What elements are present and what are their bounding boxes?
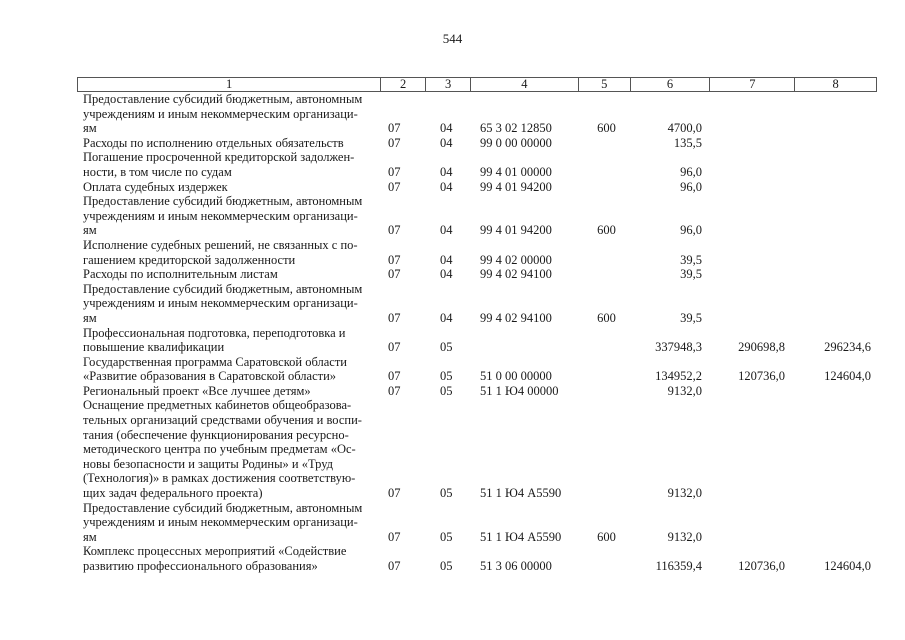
target-article-code: 65 3 02 12850 [480, 121, 552, 136]
section-code: 07 [388, 252, 401, 267]
row-description [77, 355, 380, 384]
row-description [77, 326, 380, 355]
row-description [77, 282, 380, 326]
amount-col8: 296234,6 [824, 340, 871, 355]
amount-col6: 9132,0 [667, 529, 702, 544]
section-code: 07 [388, 267, 401, 282]
column-header-2: 2 [380, 78, 425, 91]
amount-col6: 9132,0 [667, 486, 702, 501]
section-code: 07 [388, 121, 401, 136]
row-description [77, 92, 380, 136]
subsection-code: 05 [440, 369, 453, 384]
expense-type-code: 600 [597, 310, 616, 325]
description-line: развитию профессионального образования» [83, 559, 318, 573]
description-line: учреждениям и иным некоммерческим организаци- [83, 106, 358, 121]
description-line: ям [83, 529, 97, 544]
column-header-8: 8 [794, 78, 876, 91]
amount-col7: 290698,8 [738, 340, 785, 355]
expense-type-code: 600 [597, 121, 616, 136]
amount-col6: 96,0 [680, 179, 702, 194]
subsection-code: 04 [440, 310, 453, 325]
amount-col6: 135,5 [673, 135, 702, 150]
target-article-code: 51 3 06 00000 [480, 559, 552, 573]
table-row [77, 544, 877, 573]
table-row [77, 194, 877, 238]
target-article-code: 51 1 Ю4 А5590 [480, 486, 562, 501]
amount-col8: 124604,0 [824, 369, 871, 384]
description-line: Государственная программа Саратовской области [83, 354, 347, 369]
column-header-4: 4 [470, 78, 578, 91]
row-description [77, 180, 380, 195]
description-line: Погашение просроченной кредиторской задолжен- [83, 150, 355, 165]
target-article-code: 51 1 Ю4 А5590 [480, 529, 562, 544]
target-article-code: 99 4 02 94100 [480, 267, 552, 282]
amount-col7: 120736,0 [738, 369, 785, 384]
description-line: новы безопасности и защиты Родины» и «Труд [83, 456, 334, 471]
expense-type-code: 600 [597, 529, 616, 544]
amount-col6: 4700,0 [667, 121, 702, 136]
description-line: Предоставление субсидий бюджетным, автономным [83, 194, 363, 209]
expense-type-code: 600 [597, 223, 616, 238]
subsection-code: 05 [440, 559, 453, 573]
table-row [77, 150, 877, 179]
subsection-code: 04 [440, 121, 453, 136]
table-row [77, 267, 877, 282]
target-article-code: 99 4 01 00000 [480, 164, 552, 179]
section-code: 07 [388, 135, 401, 150]
description-line: методического центра по учебным предметам «Ос- [83, 442, 356, 457]
description-line: щих задач федерального проекта) [83, 486, 263, 501]
description-line: (Технология)» в рамках достижения соответствую- [83, 471, 356, 486]
subsection-code: 04 [440, 164, 453, 179]
description-line: Предоставление субсидий бюджетным, автономным [83, 500, 363, 515]
row-description [77, 544, 380, 573]
amount-col7: 120736,0 [738, 559, 785, 573]
table-row [77, 501, 877, 545]
description-line: Оснащение предметных кабинетов общеобразова- [83, 398, 352, 413]
amount-col6: 39,5 [680, 310, 702, 325]
column-header-7: 7 [709, 78, 794, 91]
description-line: тания (обеспечение функционирования ресурсно- [83, 427, 349, 442]
row-description [77, 398, 380, 500]
table-row [77, 326, 877, 355]
table-row [77, 238, 877, 267]
subsection-code: 04 [440, 252, 453, 267]
description-line: ям [83, 121, 97, 136]
target-article-code: 99 4 02 00000 [480, 252, 552, 267]
subsection-code: 05 [440, 340, 453, 355]
table-row [77, 355, 877, 384]
table-row [77, 136, 877, 151]
target-article-code: 51 0 00 00000 [480, 369, 552, 384]
description-line: Оплата судебных издержек [83, 179, 228, 194]
subsection-code: 04 [440, 135, 453, 150]
table-row [77, 282, 877, 326]
budget-table [77, 77, 877, 574]
row-description [77, 150, 380, 179]
description-line: Расходы по исполнительным листам [83, 267, 278, 282]
subsection-code: 04 [440, 267, 453, 282]
amount-col6: 39,5 [680, 267, 702, 282]
column-header-1: 1 [225, 77, 233, 91]
subsection-code: 04 [440, 179, 453, 194]
description-line: учреждениям и иным некоммерческим организаци- [83, 515, 358, 530]
subsection-code: 05 [440, 383, 453, 398]
section-code: 07 [388, 486, 401, 501]
row-description [77, 238, 380, 267]
table-row [77, 398, 877, 500]
description-line: Комплекс процессных мероприятий «Содействие [83, 544, 347, 559]
description-line: повышение квалификации [83, 340, 225, 355]
table-row [77, 92, 877, 136]
target-article-code: 99 0 00 00000 [480, 135, 552, 150]
section-code: 07 [388, 340, 401, 355]
row-description [77, 384, 380, 399]
section-code: 07 [388, 223, 401, 238]
description-line: тельных организаций средствами обучения и воспи- [83, 413, 362, 428]
row-description [77, 194, 380, 238]
table-row [77, 384, 877, 399]
amount-col6: 134952,2 [655, 369, 702, 384]
description-line: ям [83, 223, 97, 238]
amount-col6: 96,0 [680, 164, 702, 179]
subsection-code: 04 [440, 223, 453, 238]
row-description [77, 136, 380, 151]
column-header-6: 6 [630, 78, 710, 91]
description-line: учреждениям и иным некоммерческим организаци- [83, 208, 358, 223]
column-header-5: 5 [578, 78, 630, 91]
table-row [77, 180, 877, 195]
description-line: Профессиональная подготовка, переподготовка и [83, 325, 346, 340]
amount-col8: 124604,0 [824, 559, 871, 573]
section-code: 07 [388, 559, 401, 573]
section-code: 07 [388, 369, 401, 384]
target-article-code: 99 4 01 94200 [480, 179, 552, 194]
description-line: Региональный проект «Все лучшее детям» [83, 383, 311, 398]
description-line: Расходы по исполнению отдельных обязательств [83, 135, 344, 150]
description-line: Предоставление субсидий бюджетным, автономным [83, 92, 363, 106]
target-article-code: 99 4 02 94100 [480, 310, 552, 325]
description-line: «Развитие образования в Саратовской области» [83, 369, 337, 384]
column-header-3: 3 [425, 78, 470, 91]
description-line: учреждениям и иным некоммерческим организаци- [83, 296, 358, 311]
description-line: Исполнение судебных решений, не связанных с по- [83, 237, 358, 252]
row-description [77, 501, 380, 545]
description-line: гашением кредиторской задолженности [83, 252, 296, 267]
target-article-code: 99 4 01 94200 [480, 223, 552, 238]
amount-col6: 337948,3 [655, 340, 702, 355]
description-line: Предоставление субсидий бюджетным, автономным [83, 281, 363, 296]
subsection-code: 05 [440, 486, 453, 501]
section-code: 07 [388, 179, 401, 194]
subsection-code: 05 [440, 529, 453, 544]
amount-col6: 96,0 [680, 223, 702, 238]
amount-col6: 116359,4 [655, 559, 702, 573]
amount-col6: 9132,0 [667, 383, 702, 398]
section-code: 07 [388, 310, 401, 325]
amount-col6: 39,5 [680, 252, 702, 267]
section-code: 07 [388, 164, 401, 179]
description-line: ности, в том числе по судам [83, 164, 232, 179]
table-header-row [77, 77, 877, 92]
section-code: 07 [388, 529, 401, 544]
page-number: 544 [442, 31, 463, 46]
target-article-code: 51 1 Ю4 00000 [480, 383, 559, 398]
section-code: 07 [388, 383, 401, 398]
table-body [77, 92, 877, 574]
row-description [77, 267, 380, 282]
description-line: ям [83, 310, 97, 325]
